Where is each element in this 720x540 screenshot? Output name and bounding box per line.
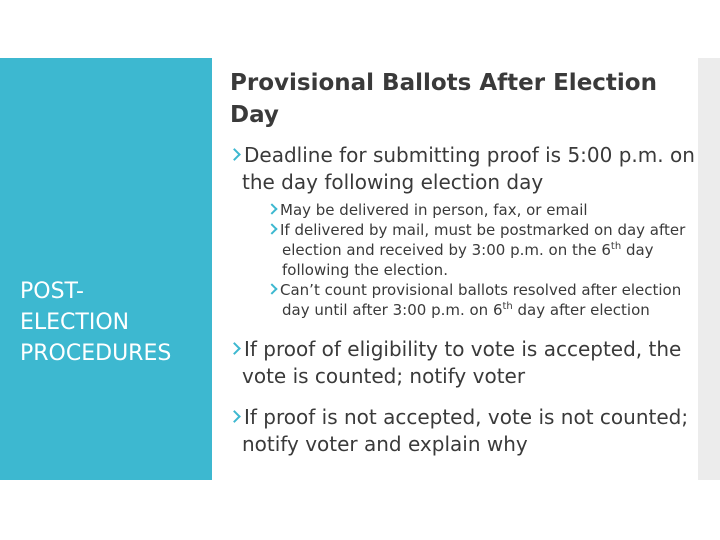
ordinal-suffix: th [610,241,622,252]
bullet-text: Deadline for submitting proof is 5:00 p.m. on the day following election day [242,143,695,194]
ordinal-suffix: th [502,301,513,312]
sub-bullet-mail [230,220,695,280]
bullet-text: If proof of eligibility to vote is accepted, the vote is counted; notify voter [242,337,682,388]
sub-bullet-text-end: day after election [512,301,650,319]
chevron-bullet-icon [266,283,277,294]
chevron-bullet-icon [228,410,241,423]
section-title [20,276,210,369]
sub-bullet-text: If delivered by mail, must be postmarked on day after election and received by 3:00 p.m. on the 6 [280,221,686,259]
sidebar-band [0,58,212,480]
sub-bullet-text: Can’t count provisional ballots resolved after election day until after 3:00 p.m. on 6 [280,281,682,319]
sub-bullet-text: May be delivered in person, fax, or email [280,201,588,219]
right-accent-strip [698,58,720,480]
bullet-not-accepted [230,404,695,458]
section-title-line-1: POST- [20,279,84,304]
sub-bullet-text-end: day following the election. [282,241,654,279]
slide-title: Provisional Ballots After Election Day [230,70,657,128]
chevron-bullet-icon [228,342,241,355]
chevron-bullet-icon [266,203,277,214]
bullet-deadline [230,142,695,196]
sub-bullet-delivery [230,200,695,220]
bullet-text: If proof is not accepted, vote is not counted; notify voter and explain why [242,405,689,456]
sub-bullet-count [230,280,695,320]
chevron-bullet-icon [266,223,277,234]
bullet-list [230,142,695,458]
bullet-accepted [230,336,695,390]
chevron-bullet-icon [228,148,241,161]
section-title-line-2: ELECTION [20,310,130,335]
section-title-line-3: PROCEDURES [20,341,172,366]
